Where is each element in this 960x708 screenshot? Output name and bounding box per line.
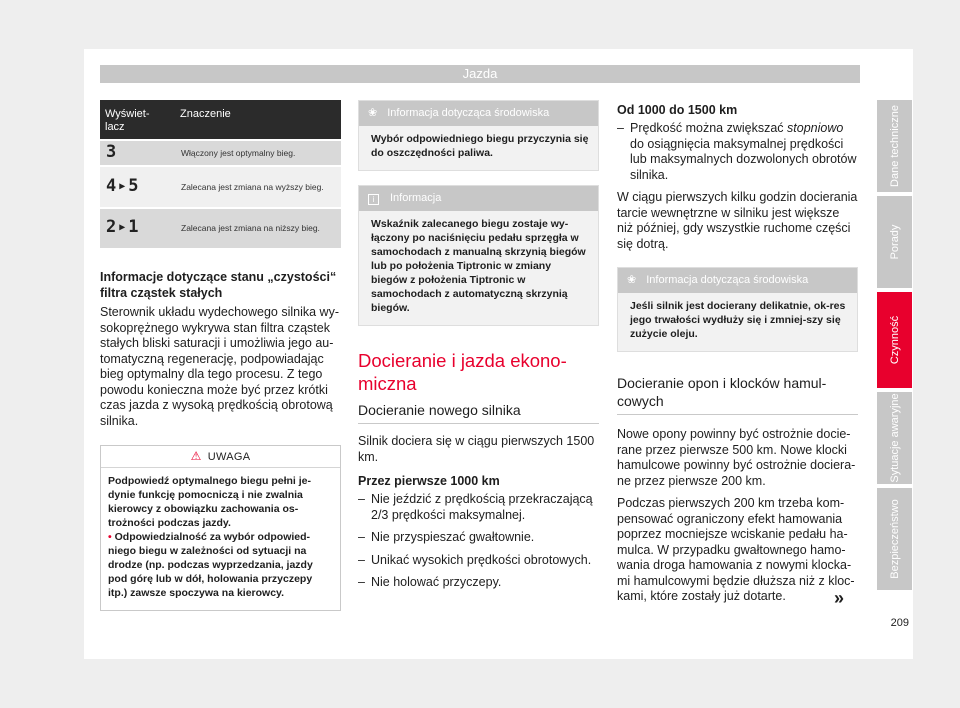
column-2	[358, 100, 599, 591]
env-note-box	[358, 100, 599, 171]
info-note-header: i Informacja	[359, 186, 598, 211]
bullet-icon: •	[108, 531, 112, 543]
table-row	[100, 141, 341, 165]
warning-header: ⚠ UWAGA	[101, 446, 340, 468]
gear-indicator-table	[100, 100, 341, 248]
warning-body	[101, 468, 340, 610]
warning-box	[100, 445, 341, 611]
page-number: 209	[890, 617, 909, 629]
list-item: – Nie jeździć z prędkością przekraczającą 2/3 prędkości maksymalnej.	[358, 492, 593, 522]
tab-dane-techniczne[interactable]: Dane techniczne	[877, 100, 912, 192]
table-header-meaning: Znaczenie	[175, 100, 341, 139]
tab-bezpieczenstwo[interactable]: Bezpieczeństwo	[877, 488, 912, 590]
continue-icon: »	[834, 588, 845, 608]
column-3	[617, 100, 858, 605]
leaf-icon: ❀	[627, 274, 637, 286]
info-note-box	[358, 185, 599, 326]
column-1	[100, 100, 341, 611]
table-header-display: Wyświet- lacz	[100, 100, 175, 139]
list-item: – Nie holować przyczepy.	[358, 575, 502, 589]
tab-porady[interactable]: Porady	[877, 196, 912, 288]
table-row	[100, 209, 341, 248]
info-note-text: Wskaźnik zalecanego biegu zostaje wy-łączony po naciśnięciu pedału sprzęgła w samochodach z manualną skrzynią biegów lub po położenia Tiptronic w zmiany biegów z położenia Tiptronic w samochodach z automatyczną skrzynią biegów.	[371, 218, 586, 314]
warning-text: Podpowiedź optymalnego biegu pełni je-dynie funkcję pomocniczą i nie zwalnia kierowcy z obowiązku zachowania os-trożności podczas jazdy.	[108, 475, 312, 529]
side-tabs	[877, 100, 912, 594]
table-row	[100, 167, 341, 207]
table-cell-meaning: Włączony jest optymalny bieg.	[175, 141, 341, 165]
warning-bullet: • Odpowiedzialność za wybór odpowied-niego biegu w zależności od sytuacji na drodze (np. podczas wyprzedzania, jazdy pod górę lub w dół, holowania przyczepy itp.) zawsze spoczywa na kierowcy.	[108, 531, 313, 599]
dpf-paragraph: Sterownik układu wydechowego silnika wy-sokoprężnego wykrywa stan filtra cząstek stałych bliski saturacji i umożliwia jego au-tomatyczną regenerację, podpowiadając bieg optymalny dla tego procesu. Z tego powodu konieczna może być przez krótki czas jazda z wysoką prędkością obrotową silnika.	[100, 305, 340, 428]
page-header: Jazda	[100, 65, 860, 83]
tyres-brakes-heading: Docieranie opon i klocków hamul-cowych	[617, 374, 858, 415]
gear-symbol: 4 ▶ 5	[106, 175, 138, 196]
dpf-heading: Informacje dotyczące stanu „czystości“ filtra cząstek stałych	[100, 270, 337, 300]
warning-triangle-icon: ⚠	[190, 449, 202, 463]
section-heading: Docieranie nowego silnika	[358, 401, 599, 424]
intro-paragraph: Silnik dociera się w ciągu pierwszych 1500 km.	[358, 434, 595, 464]
tab-sytuacje-awaryjne[interactable]: Sytuacje awaryjne	[877, 392, 912, 484]
arrow-right-icon: ▶	[119, 222, 125, 233]
info-icon: i	[368, 194, 379, 205]
brakes-paragraph: Podczas pierwszych 200 km trzeba kom-pensować ograniczony efekt hamowania poprzez mocniejsze wciskanie pedału ha-mulca. W przypadku gwałtownego hamo-wania droga hamowania z nowymi klocka-mi hamulcowymi będzie dłuższa niż z kloc-kami, które zostały już dotarte.	[617, 496, 855, 603]
env-note-box-2	[617, 267, 858, 352]
tyres-paragraph: Nowe opony powinny być ostrożnie docie-rane przez pierwsze 500 km. Nowe klocki hamulcowe powinny być ostrożnie dociera-ne przez pierwsze 200 km.	[617, 427, 856, 488]
range-heading: Od 1000 do 1500 km	[617, 103, 738, 117]
table-cell-meaning: Zalecana jest zmiana na niższy bieg.	[175, 209, 341, 248]
running-in-paragraph: W ciągu pierwszych kilku godzin docierania tarcie wewnętrzne w silniku jest większe niż później, gdy wszystkie ruchome części się dotrą.	[617, 190, 858, 251]
env-note-header: ❀ Informacja dotycząca środowiska	[359, 101, 598, 126]
env-note-header-2: ❀ Informacja dotycząca środowiska	[618, 268, 857, 293]
gear-symbol: 2 ▶ 1	[106, 217, 138, 237]
list-item: – Nie przyspieszać gwałtownie.	[358, 530, 535, 544]
env-note-text: Wybór odpowiedniego biegu przyczynia się do oszczędności paliwa.	[371, 133, 589, 159]
first-1000-heading: Przez pierwsze 1000 km	[358, 474, 500, 488]
tab-czynnosc[interactable]: Czynność	[877, 292, 912, 388]
list-item: – Unikać wysokich prędkości obrotowych.	[358, 552, 592, 567]
table-cell-meaning: Zalecana jest zmiana na wyższy bieg.	[175, 167, 341, 207]
chapter-heading: Docieranie i jazda ekono-miczna	[358, 350, 567, 394]
gear-symbol: 3	[106, 141, 116, 162]
env-note-text-2: Jeśli silnik jest docierany delikatnie, ok-res jego trwałości wydłuży się i zmniej-szy się zużycie oleju.	[630, 300, 846, 340]
leaf-icon: ❀	[368, 107, 378, 119]
arrow-right-icon: ▶	[119, 180, 125, 192]
list-item: – Prędkość można zwiększać stopniowo do osiągnięcia maksymalnej prędkości lub maksymalnych dozwolonych obrotów silnika.	[617, 121, 857, 182]
